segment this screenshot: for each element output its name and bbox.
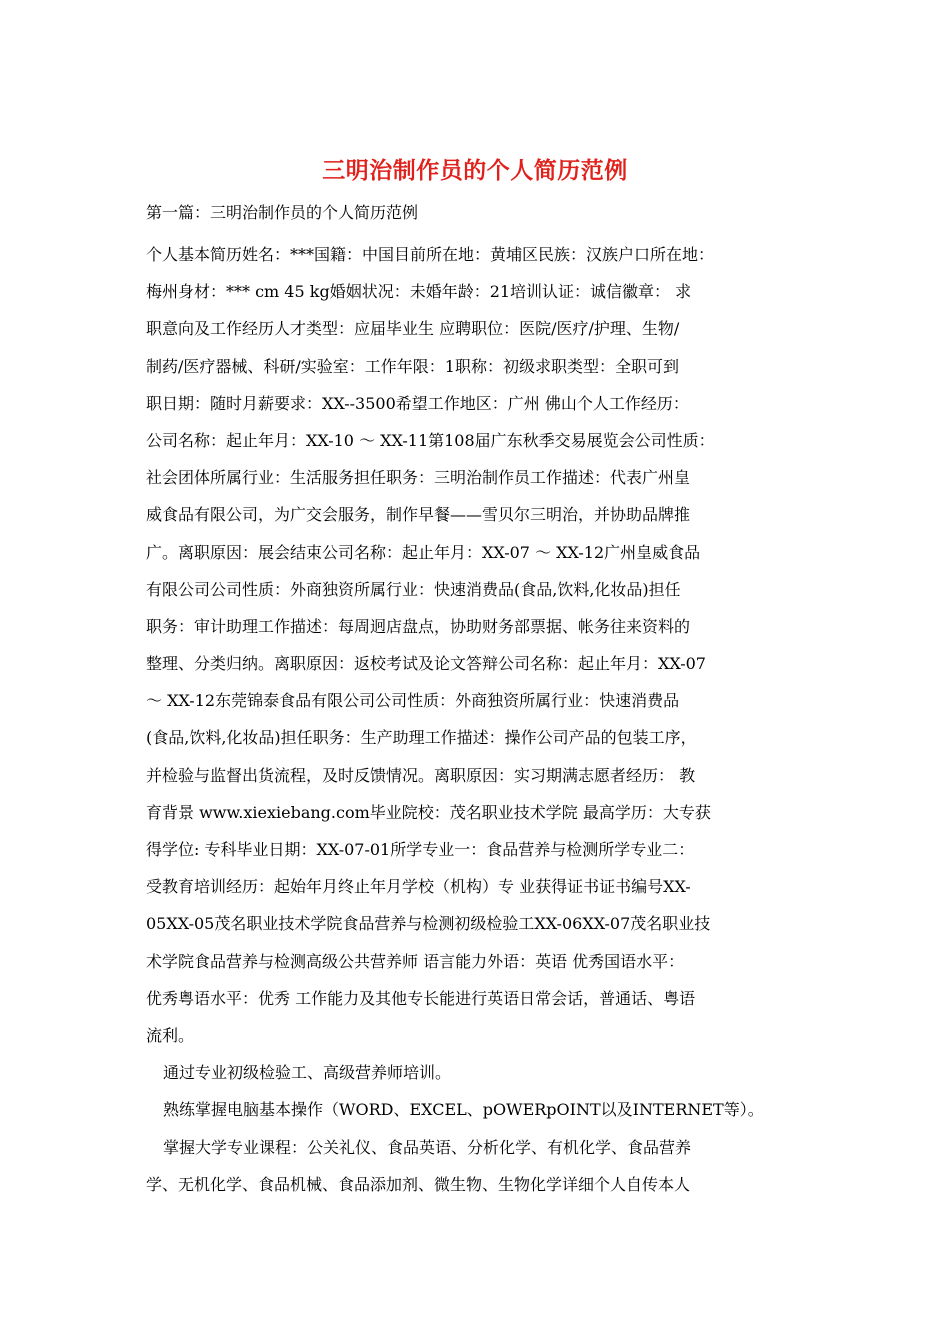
body-line: 个人基本简历姓名：***国籍：中国目前所在地：黄埔区民族：汉族户口所在地： <box>146 245 715 264</box>
body-line: 整理、分类归纳。离职原因：返校考试及论文答辩公司名称：起止年月：XX-07 <box>146 654 706 674</box>
body-line: 并检验与监督出货流程，及时反馈情况。离职原因：实习期满志愿者经历： 教 <box>146 765 696 785</box>
body-line: 流利。 <box>146 1025 195 1045</box>
paragraph-line: 通过专业初级检验工、高级营养师培训。 <box>163 1063 452 1083</box>
body-line: 社会团体所属行业：生活服务担任职务：三明治制作员工作描述：代表广州皇 <box>146 468 691 488</box>
body-line: 职日期：随时月薪要求：XX--3500希望工作地区：广州 佛山个人工作经历： <box>146 393 689 413</box>
body-line: 职意向及工作经历人才类型：应届毕业生 应聘职位：医院/医疗/护理、生物/ <box>146 319 680 339</box>
body-line: 术学院食品营养与检测高级公共营养师 语言能力外语：英语 优秀国语水平： <box>146 951 685 971</box>
body-line: 优秀粤语水平：优秀 工作能力及其他专长能进行英语日常会话，普通话、粤语 <box>146 988 696 1008</box>
body-line: 得学位: 专科毕业日期：XX-07-01所学专业一：食品营养与检测所学专业二： <box>146 840 695 859</box>
body-line: 制药/医疗器械、科研/实验室：工作年限：1职称：初级求职类型：全职可到 <box>146 356 679 376</box>
body-line: (食品,饮料,化妆品)担任职务：生产助理工作描述：操作公司产品的包装工序， <box>146 728 697 748</box>
body-line: 梅州身材：*** cm 45 kg婚姻状况：未婚年龄：21培训认证：诚信徽章： 求 <box>146 282 692 302</box>
body-line: 育背景 www.xiexiebang.com毕业院校：茂名职业技术学院 最高学历：大专获 <box>146 802 711 822</box>
resume-body <box>146 230 806 1203</box>
chapter-heading: 第一篇：三明治制作员的个人简历范例 <box>146 203 419 222</box>
body-line: 广。离职原因：展会结束公司名称：起止年月：XX-07 ～ XX-12广州皇威食品 <box>146 542 701 562</box>
body-line: 05XX-05茂名职业技术学院食品营养与检测初级检验工XX-06XX-07茂名职业技 <box>146 914 711 934</box>
body-line: 有限公司公司性质：外商独资所属行业：快速消费品(食品,饮料,化妆品)担任 <box>146 579 681 599</box>
body-line: 受教育培训经历：起始年月终止年月学校（机构）专 业获得证书证书编号XX- <box>146 877 691 897</box>
body-line: 威食品有限公司，为广交会服务，制作早餐——雪贝尔三明治，并协助品牌推 <box>146 505 691 525</box>
paragraph-line: 学、无机化学、食品机械、食品添加剂、微生物、生物化学详细个人自传本人 <box>146 1174 691 1194</box>
paragraph-line: 熟练掌握电脑基本操作（WORD、EXCEL、pOWERpOINT以及INTERNET等）。 <box>163 1100 764 1120</box>
paragraph-line: 掌握大学专业课程：公关礼仪、食品英语、分析化学、有机化学、食品营养 <box>163 1137 692 1157</box>
document-title: 三明治制作员的个人简历范例 <box>322 157 628 184</box>
body-line: 职务：审计助理工作描述：每周迥店盘点，协助财务部票据、帐务往来资料的 <box>146 616 691 636</box>
body-line: 公司名称：起止年月：XX-10 ～ XX-11第108届广东秋季交易展览会公司性质： <box>146 430 715 450</box>
body-line: ～ XX-12东莞锦泰食品有限公司公司性质：外商独资所属行业：快速消费品 <box>146 691 680 711</box>
